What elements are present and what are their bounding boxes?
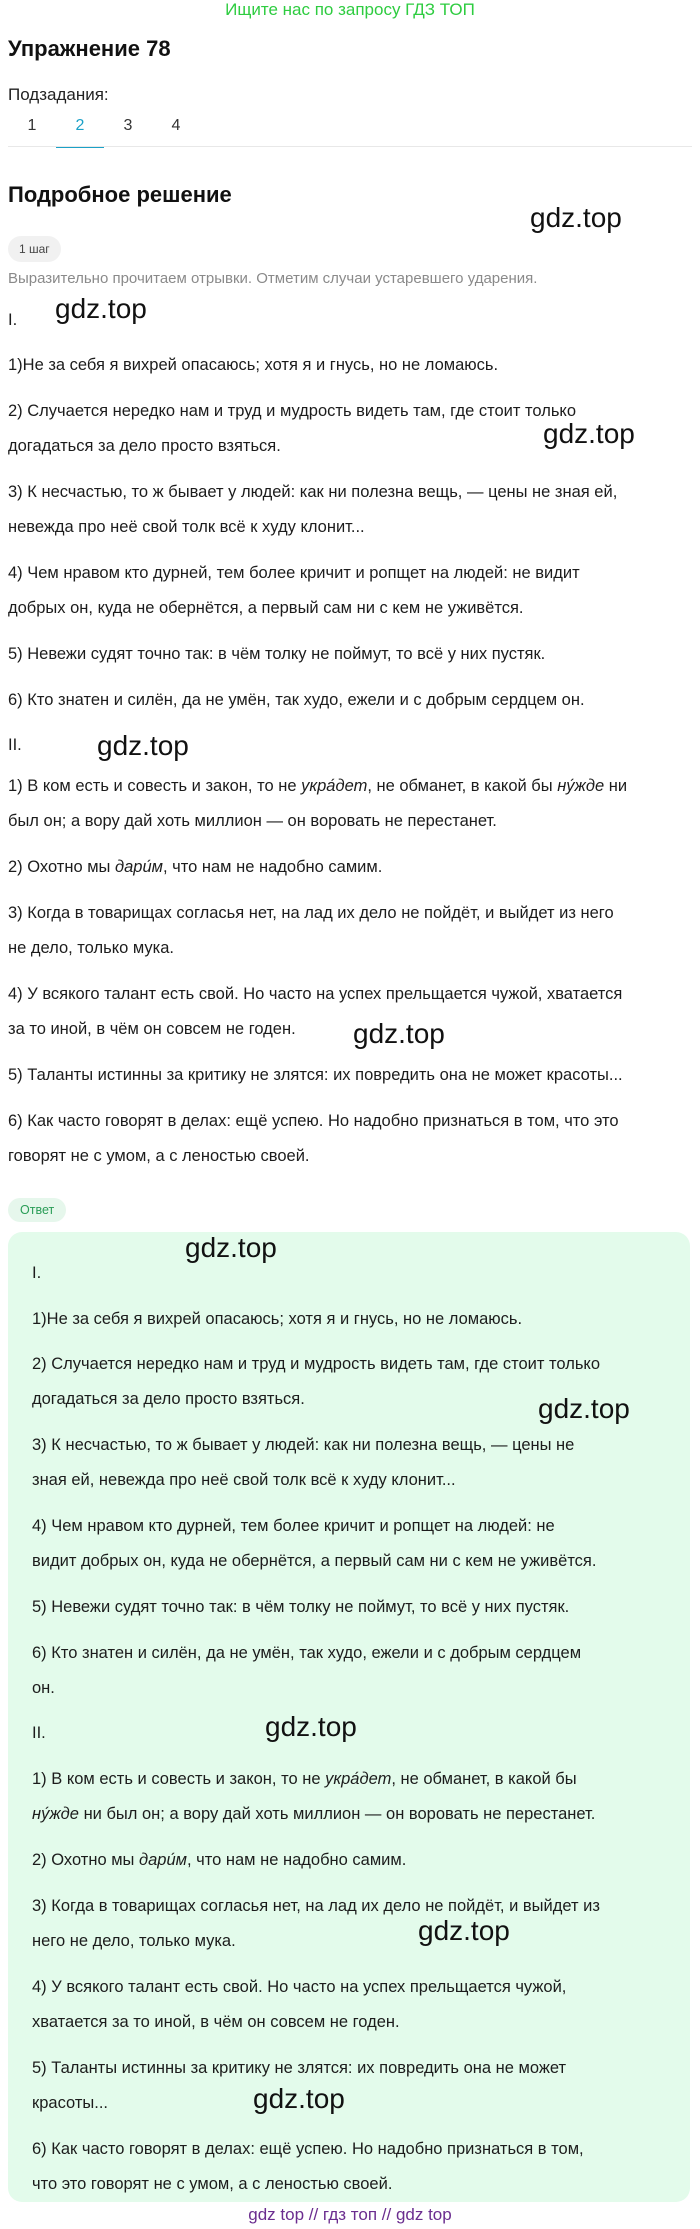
page-title: Упражнение 78 bbox=[8, 36, 171, 61]
watermark: gdz.top bbox=[538, 1393, 630, 1424]
answer-line: красоты... bbox=[32, 2094, 108, 2112]
answer-line: 4) У всякого талант есть свой. Но часто на успех прельщается чужой, bbox=[32, 1978, 567, 1996]
stressed-word: ну́жде bbox=[32, 1805, 79, 1823]
answer-line: 1) В ком есть и совесть и закон, то не укра́дет, не обманет, в какой бы bbox=[32, 1770, 577, 1788]
top-banner: Ищите нас по запросу ГДЗ ТОП bbox=[225, 0, 475, 19]
answer-line: 5) Невежи судят точно так: в чём толку не поймут, то всё у них пустяк. bbox=[32, 1598, 570, 1616]
stressed-word: ну́жде bbox=[557, 777, 605, 795]
watermark: gdz.top bbox=[543, 418, 635, 449]
answer-line: что это говорят не с умом, а с леностью своей. bbox=[32, 2175, 393, 2193]
answer-part1-label: I. bbox=[32, 1264, 42, 1282]
solution-line: 4) Чем нравом кто дурней, тем более кричит и ропщет на людей: не видит bbox=[8, 564, 580, 582]
answer-line: он. bbox=[32, 1679, 55, 1697]
answer-line: 3) К несчастью, то ж бывает у людей: как ни полезна вещь, — цены не bbox=[32, 1436, 575, 1454]
answer-line: 3) Когда в товарищах согласья нет, на лад их дело не пойдёт, и выйдет из bbox=[32, 1897, 600, 1915]
solution-line: 1) В ком есть и совесть и закон, то не укра́дет, не обманет, в какой бы ну́жде ни bbox=[8, 777, 628, 795]
part1-label: I. bbox=[8, 311, 18, 329]
answer-line: него не дело, только мука. bbox=[32, 1932, 236, 1950]
solution-line: 5) Невежи судят точно так: в чём толку не поймут, то всё у них пустяк. bbox=[8, 645, 546, 663]
solution-line: был он; а вору дай хоть миллион — он воровать не перестанет. bbox=[8, 812, 497, 830]
solution-line: 3) Когда в товарищах согласья нет, на лад их дело не пойдёт, и выйдет из него bbox=[8, 904, 614, 922]
watermark: gdz.top bbox=[418, 1915, 510, 1946]
solution-line: 6) Кто знатен и силён, да не умён, так худо, ежели и с добрым сердцем он. bbox=[8, 691, 585, 709]
answer-line: 2) Случается нередко нам и труд и мудрость видеть там, где стоит только bbox=[32, 1355, 600, 1373]
answer-line: 6) Как часто говорят в делах: ещё успею. Но надобно признаться в том, bbox=[32, 2140, 584, 2158]
solution-line: 2) Охотно мы дари́м, что нам не надобно самим. bbox=[8, 858, 383, 876]
answer-line: 2) Охотно мы дари́м, что нам не надобно самим. bbox=[32, 1851, 407, 1869]
answer-part2-label: II. bbox=[32, 1724, 46, 1742]
solution-line: добрых он, куда не обернётся, а первый сам ни с кем не уживётся. bbox=[8, 599, 524, 617]
watermark: gdz.top bbox=[530, 202, 622, 233]
solution-line: не дело, только мука. bbox=[8, 939, 174, 957]
solution-line: 4) У всякого талант есть свой. Но часто на успех прельщается чужой, хватается bbox=[8, 985, 623, 1003]
answer-line: зная ей, невежда про неё свой толк всё к худу клонит... bbox=[32, 1471, 456, 1489]
solution-line: невежда про неё свой толк всё к худу клонит... bbox=[8, 518, 365, 536]
stressed-word: дари́м bbox=[139, 1851, 187, 1869]
stressed-word: укра́дет bbox=[301, 777, 368, 795]
watermark: gdz.top bbox=[55, 293, 147, 324]
watermark: gdz.top bbox=[97, 730, 189, 761]
subtasks-label: Подзадания: bbox=[8, 85, 109, 104]
answer-line: 4) Чем нравом кто дурней, тем более кричит и ропщет на людей: не bbox=[32, 1517, 555, 1535]
answer-line: догадаться за дело просто взяться. bbox=[32, 1390, 305, 1408]
solution-line: говорят не с умом, а с леностью своей. bbox=[8, 1147, 310, 1165]
tabs-divider bbox=[8, 146, 692, 147]
answer-line: 6) Кто знатен и силён, да не умён, так худо, ежели и с добрым сердцем bbox=[32, 1644, 582, 1662]
watermark: gdz.top bbox=[253, 2083, 345, 2114]
solution-line: 3) К несчастью, то ж бывает у людей: как ни полезна вещь, — цены не зная ей, bbox=[8, 483, 618, 501]
watermark: gdz.top bbox=[265, 1711, 357, 1742]
answer-line: 5) Таланты истинны за критику не злятся: их повредить она не может bbox=[32, 2059, 567, 2077]
part2-label: II. bbox=[8, 736, 22, 754]
answer-badge: Ответ bbox=[8, 1198, 66, 1222]
stressed-word: дари́м bbox=[115, 858, 163, 876]
solution-heading: Подробное решение bbox=[8, 182, 232, 207]
answer-line: ну́жде ни был он; а вору дай хоть миллион — он воровать не перестанет. bbox=[32, 1805, 596, 1823]
watermark: gdz.top bbox=[353, 1018, 445, 1049]
footer: gdz top // гдз топ // gdz top bbox=[248, 2205, 452, 2224]
subtask-tab-2[interactable]: 2 bbox=[56, 110, 104, 148]
solution-line: за то иной, в чём он совсем не годен. bbox=[8, 1020, 296, 1038]
subtask-tab-3[interactable]: 3 bbox=[123, 117, 133, 134]
solution-line: 2) Случается нередко нам и труд и мудрость видеть там, где стоит только bbox=[8, 402, 576, 420]
answer-line: 1)Не за себя я вихрей опасаюсь; хотя я и гнусь, но не ломаюсь. bbox=[32, 1310, 523, 1328]
answer-line: хватается за то иной, в чём он совсем не годен. bbox=[32, 2013, 400, 2031]
answer-line: видит добрых он, куда не обернётся, а первый сам ни с кем не уживётся. bbox=[32, 1552, 597, 1570]
subtask-tab-4[interactable]: 4 bbox=[171, 117, 181, 134]
solution-line: догадаться за дело просто взяться. bbox=[8, 437, 281, 455]
subtask-tab-1[interactable]: 1 bbox=[27, 117, 37, 134]
solution-line: 5) Таланты истинны за критику не злятся: их повредить она не может красоты... bbox=[8, 1066, 623, 1084]
watermark: gdz.top bbox=[185, 1232, 277, 1263]
subtasks-tabs bbox=[8, 110, 200, 148]
solution-line: 1)Не за себя я вихрей опасаюсь; хотя я и гнусь, но не ломаюсь. bbox=[8, 356, 499, 374]
solution-line: 6) Как часто говорят в делах: ещё успею. Но надобно признаться в том, что это bbox=[8, 1112, 619, 1130]
step-badge: 1 шаг bbox=[8, 236, 61, 262]
stressed-word: укра́дет bbox=[325, 1770, 392, 1788]
solution-intro: Выразительно прочитаем отрывки. Отметим случаи устаревшего ударения. bbox=[8, 270, 538, 287]
